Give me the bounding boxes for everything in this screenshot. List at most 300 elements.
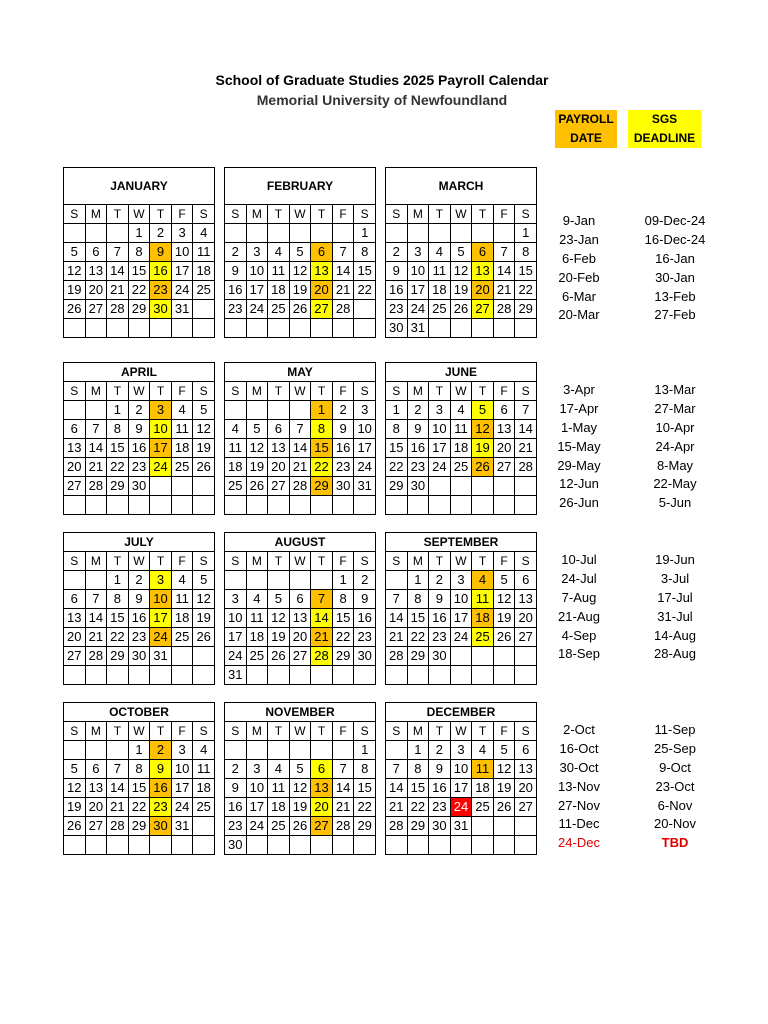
payroll-date: 11-Dec (558, 816, 600, 832)
day-cell: 16 (332, 439, 354, 458)
sgs-deadline: 5-Jun (658, 495, 692, 511)
day-cell: 28 (386, 817, 408, 836)
empty-cell (289, 496, 311, 515)
day-cell: 8 (354, 760, 376, 779)
day-cell: 8 (128, 760, 150, 779)
weekday-header: F (332, 382, 354, 401)
weekday-header: S (193, 205, 215, 224)
day-cell: 2 (429, 571, 451, 590)
payroll-header-line2: DATE (570, 131, 602, 145)
day-cell: 29 (128, 817, 150, 836)
empty-cell (386, 741, 408, 760)
day-cell: 22 (386, 458, 408, 477)
empty-cell (268, 571, 290, 590)
month-name: JULY (64, 533, 215, 552)
day-cell: 22 (354, 281, 376, 300)
empty-cell (171, 666, 193, 685)
empty-cell (429, 319, 451, 338)
day-cell: 14 (515, 420, 537, 439)
day-cell: 8 (515, 243, 537, 262)
empty-cell (515, 647, 537, 666)
day-cell: 31 (407, 319, 429, 338)
day-cell: 25 (472, 798, 494, 817)
weekday-header: T (150, 205, 172, 224)
empty-cell (493, 836, 515, 855)
empty-cell (246, 224, 268, 243)
weekday-header: S (386, 205, 408, 224)
day-cell: 21 (493, 281, 515, 300)
day-cell: 16 (386, 281, 408, 300)
empty-cell (450, 319, 472, 338)
month-june (385, 362, 537, 515)
day-cell: 6 (85, 760, 107, 779)
day-cell: 29 (107, 647, 129, 666)
sgs-deadline: 16-Jan (655, 250, 695, 266)
empty-cell (64, 741, 86, 760)
day-cell: 14 (386, 609, 408, 628)
empty-cell (472, 647, 494, 666)
empty-cell (150, 496, 172, 515)
empty-cell (429, 477, 451, 496)
day-cell: 8 (107, 420, 129, 439)
weekday-header: F (493, 205, 515, 224)
day-cell: 15 (386, 439, 408, 458)
day-cell: 1 (354, 224, 376, 243)
month-august (224, 532, 376, 685)
payroll-date: 27-Nov (558, 797, 600, 813)
schedule-group (548, 551, 718, 664)
day-cell: 22 (332, 628, 354, 647)
empty-cell (515, 477, 537, 496)
day-cell: 15 (354, 779, 376, 798)
schedule-row (548, 250, 718, 269)
day-cell: 3 (354, 401, 376, 420)
day-cell: 20 (515, 609, 537, 628)
day-cell: 11 (193, 243, 215, 262)
weekday-header: S (386, 382, 408, 401)
sgs-deadline: 23-Oct (655, 778, 695, 794)
empty-cell (472, 836, 494, 855)
weekday-header: T (268, 205, 290, 224)
day-cell: 4 (472, 571, 494, 590)
day-cell: 29 (107, 477, 129, 496)
sgs-deadline: 24-Apr (655, 438, 695, 454)
schedule-row (548, 778, 718, 797)
month-july (63, 532, 215, 685)
day-cell: 5 (193, 571, 215, 590)
weekday-header: S (354, 382, 376, 401)
day-cell: 28 (289, 477, 311, 496)
month-name: JUNE (386, 363, 537, 382)
weekday-header: S (515, 205, 537, 224)
day-cell: 19 (289, 281, 311, 300)
day-cell: 13 (515, 590, 537, 609)
empty-cell (429, 224, 451, 243)
weekday-header: S (386, 722, 408, 741)
weekday-header: T (268, 552, 290, 571)
sgs-header-line2: DEADLINE (633, 131, 696, 145)
weekday-header: T (150, 382, 172, 401)
day-cell: 13 (311, 779, 333, 798)
day-cell: 6 (493, 401, 515, 420)
day-cell: 16 (150, 779, 172, 798)
day-cell: 23 (429, 798, 451, 817)
day-cell: 9 (128, 590, 150, 609)
day-cell: 11 (472, 760, 494, 779)
day-cell: 27 (289, 647, 311, 666)
schedule-row (548, 627, 718, 646)
empty-cell (193, 319, 215, 338)
schedule-row (548, 419, 718, 438)
empty-cell (246, 401, 268, 420)
schedule-row (548, 288, 718, 307)
empty-cell (246, 741, 268, 760)
payroll-date: 3-Apr (563, 382, 595, 397)
day-cell: 15 (311, 439, 333, 458)
sgs-deadline: 27-Feb (654, 307, 696, 323)
empty-cell (225, 401, 247, 420)
day-cell: 7 (107, 243, 129, 262)
day-cell: 31 (225, 666, 247, 685)
day-cell: 18 (268, 281, 290, 300)
day-cell: 18 (246, 628, 268, 647)
empty-cell (171, 647, 193, 666)
empty-cell (268, 401, 290, 420)
empty-cell (472, 477, 494, 496)
empty-cell (386, 571, 408, 590)
day-cell: 31 (171, 300, 193, 319)
day-cell: 9 (429, 760, 451, 779)
day-cell: 29 (128, 300, 150, 319)
day-cell: 25 (268, 300, 290, 319)
month-name: APRIL (64, 363, 215, 382)
day-cell: 23 (225, 300, 247, 319)
empty-cell (85, 571, 107, 590)
day-cell: 7 (386, 590, 408, 609)
day-cell: 10 (171, 760, 193, 779)
day-cell: 24 (171, 281, 193, 300)
day-cell: 17 (450, 779, 472, 798)
sgs-deadline: 19-Jun (655, 552, 695, 567)
day-cell: 11 (225, 439, 247, 458)
day-cell: 4 (171, 401, 193, 420)
empty-cell (311, 571, 333, 590)
day-cell: 12 (289, 779, 311, 798)
day-cell: 1 (311, 401, 333, 420)
day-cell: 25 (246, 647, 268, 666)
empty-cell (128, 836, 150, 855)
day-cell: 3 (150, 401, 172, 420)
empty-cell (515, 496, 537, 515)
empty-cell (246, 836, 268, 855)
day-cell: 9 (150, 243, 172, 262)
empty-cell (193, 477, 215, 496)
day-cell: 13 (64, 439, 86, 458)
empty-cell (407, 836, 429, 855)
day-cell: 1 (515, 224, 537, 243)
weekday-header: F (332, 205, 354, 224)
day-cell: 21 (311, 628, 333, 647)
day-cell: 23 (407, 458, 429, 477)
month-name: DECEMBER (386, 703, 537, 722)
day-cell: 17 (246, 281, 268, 300)
day-cell: 15 (354, 262, 376, 281)
day-cell: 4 (193, 741, 215, 760)
empty-cell (289, 836, 311, 855)
sgs-deadline: 9-Oct (659, 759, 691, 775)
day-cell: 5 (289, 760, 311, 779)
empty-cell (85, 496, 107, 515)
weekday-header: T (472, 552, 494, 571)
day-cell: 1 (386, 401, 408, 420)
schedule-row (548, 306, 718, 325)
day-cell: 4 (268, 243, 290, 262)
day-cell: 25 (268, 817, 290, 836)
empty-cell (407, 496, 429, 515)
day-cell: 21 (107, 281, 129, 300)
empty-cell (311, 224, 333, 243)
empty-cell (311, 496, 333, 515)
day-cell: 28 (107, 817, 129, 836)
empty-cell (150, 477, 172, 496)
day-cell: 18 (193, 779, 215, 798)
day-cell: 15 (332, 609, 354, 628)
day-cell: 29 (407, 647, 429, 666)
day-cell: 1 (407, 741, 429, 760)
empty-cell (193, 647, 215, 666)
day-cell: 24 (354, 458, 376, 477)
day-cell: 17 (150, 439, 172, 458)
day-cell: 15 (515, 262, 537, 281)
day-cell: 19 (268, 628, 290, 647)
empty-cell (515, 836, 537, 855)
weekday-header: M (246, 722, 268, 741)
day-cell: 11 (268, 779, 290, 798)
empty-cell (246, 571, 268, 590)
day-cell: 3 (450, 571, 472, 590)
day-cell: 19 (64, 798, 86, 817)
day-cell: 4 (171, 571, 193, 590)
day-cell: 30 (150, 817, 172, 836)
payroll-date: 24-Jul (561, 570, 597, 586)
day-cell: 24 (246, 300, 268, 319)
empty-cell (332, 666, 354, 685)
sgs-deadline: 09-Dec-24 (644, 213, 706, 228)
empty-cell (107, 836, 129, 855)
day-cell: 30 (429, 817, 451, 836)
schedule-row (548, 551, 718, 570)
day-cell: 22 (407, 628, 429, 647)
day-cell: 21 (386, 628, 408, 647)
day-cell: 9 (386, 262, 408, 281)
day-cell: 12 (493, 760, 515, 779)
day-cell: 26 (493, 628, 515, 647)
day-cell: 9 (150, 760, 172, 779)
empty-cell (64, 401, 86, 420)
day-cell: 16 (407, 439, 429, 458)
day-cell: 2 (128, 401, 150, 420)
empty-cell (289, 571, 311, 590)
empty-cell (193, 836, 215, 855)
day-cell: 11 (171, 420, 193, 439)
empty-cell (493, 817, 515, 836)
day-cell: 6 (311, 243, 333, 262)
day-cell: 21 (332, 798, 354, 817)
day-cell: 20 (311, 281, 333, 300)
sgs-deadline: 11-Sep (654, 722, 696, 737)
payroll-date: 21-Aug (558, 608, 600, 624)
day-cell: 24 (150, 628, 172, 647)
day-cell: 6 (85, 243, 107, 262)
day-cell: 19 (472, 439, 494, 458)
day-cell: 2 (225, 760, 247, 779)
day-cell: 17 (246, 798, 268, 817)
empty-cell (150, 836, 172, 855)
day-cell: 16 (128, 439, 150, 458)
weekday-header: W (450, 552, 472, 571)
day-cell: 10 (407, 262, 429, 281)
weekday-header: T (311, 552, 333, 571)
day-cell: 30 (128, 477, 150, 496)
empty-cell (354, 496, 376, 515)
day-cell: 12 (64, 262, 86, 281)
sgs-deadline: 31-Jul (657, 608, 693, 624)
day-cell: 21 (85, 458, 107, 477)
day-cell: 24 (429, 458, 451, 477)
day-cell: 28 (311, 647, 333, 666)
day-cell: 7 (332, 760, 354, 779)
empty-cell (386, 496, 408, 515)
day-cell: 10 (246, 779, 268, 798)
day-cell: 8 (332, 590, 354, 609)
day-cell: 15 (407, 609, 429, 628)
empty-cell (246, 666, 268, 685)
weekday-header: M (407, 722, 429, 741)
empty-cell (472, 817, 494, 836)
day-cell: 14 (332, 262, 354, 281)
empty-cell (515, 817, 537, 836)
weekday-header: F (493, 722, 515, 741)
day-cell: 27 (311, 817, 333, 836)
schedule-row (548, 381, 718, 400)
empty-cell (128, 496, 150, 515)
day-cell: 20 (472, 281, 494, 300)
day-cell: 3 (246, 243, 268, 262)
empty-cell (171, 477, 193, 496)
empty-cell (268, 836, 290, 855)
day-cell: 26 (64, 817, 86, 836)
day-cell: 19 (193, 609, 215, 628)
weekday-header: W (450, 722, 472, 741)
sgs-deadline: 30-Jan (655, 269, 695, 285)
day-cell: 5 (193, 401, 215, 420)
empty-cell (225, 571, 247, 590)
empty-cell (311, 836, 333, 855)
empty-cell (332, 741, 354, 760)
day-cell: 30 (429, 647, 451, 666)
day-cell: 10 (225, 609, 247, 628)
empty-cell (450, 836, 472, 855)
day-cell: 5 (450, 243, 472, 262)
sgs-deadline: 13-Mar (654, 382, 696, 397)
empty-cell (354, 319, 376, 338)
day-cell: 11 (450, 420, 472, 439)
weekday-header: T (268, 722, 290, 741)
day-cell: 27 (85, 817, 107, 836)
day-cell: 29 (332, 647, 354, 666)
day-cell: 19 (64, 281, 86, 300)
day-cell: 28 (85, 647, 107, 666)
day-cell: 5 (246, 420, 268, 439)
empty-cell (493, 477, 515, 496)
weekday-header: S (64, 382, 86, 401)
day-cell: 14 (332, 779, 354, 798)
empty-cell (289, 319, 311, 338)
day-cell: 15 (107, 439, 129, 458)
day-cell: 26 (472, 458, 494, 477)
month-name: SEPTEMBER (386, 533, 537, 552)
day-cell: 27 (515, 628, 537, 647)
day-cell: 21 (332, 281, 354, 300)
empty-cell (289, 224, 311, 243)
day-cell: 28 (332, 817, 354, 836)
schedule-row (548, 438, 718, 457)
schedule-row (548, 212, 718, 231)
payroll-date: 6-Mar (562, 288, 596, 304)
day-cell: 28 (386, 647, 408, 666)
month-name: JANUARY (64, 168, 215, 205)
month-october (63, 702, 215, 855)
weekday-header: W (289, 552, 311, 571)
month-january (63, 167, 215, 338)
empty-cell (268, 224, 290, 243)
weekday-header: F (493, 382, 515, 401)
empty-cell (64, 496, 86, 515)
weekday-header: T (472, 722, 494, 741)
empty-cell (85, 836, 107, 855)
day-cell: 24 (171, 798, 193, 817)
empty-cell (386, 224, 408, 243)
weekday-header: T (429, 552, 451, 571)
day-cell: 27 (515, 798, 537, 817)
day-cell: 5 (64, 760, 86, 779)
sgs-deadline: 10-Apr (655, 419, 695, 435)
day-cell: 16 (225, 281, 247, 300)
day-cell: 15 (128, 262, 150, 281)
day-cell: 22 (107, 458, 129, 477)
day-cell: 10 (171, 243, 193, 262)
sgs-deadline: 13-Feb (654, 288, 696, 304)
day-cell: 24 (450, 798, 472, 817)
weekday-header: W (128, 722, 150, 741)
weekday-header: F (332, 722, 354, 741)
month-september (385, 532, 537, 685)
day-cell: 5 (493, 571, 515, 590)
empty-cell (85, 401, 107, 420)
day-cell: 23 (150, 798, 172, 817)
payroll-date: 4-Sep (561, 627, 597, 643)
day-cell: 26 (193, 628, 215, 647)
day-cell: 6 (64, 420, 86, 439)
day-cell: 8 (128, 243, 150, 262)
empty-cell (493, 647, 515, 666)
day-cell: 3 (225, 590, 247, 609)
day-cell: 26 (268, 647, 290, 666)
empty-cell (429, 836, 451, 855)
day-cell: 4 (193, 224, 215, 243)
day-cell: 10 (450, 760, 472, 779)
sgs-deadline: 14-Aug (654, 627, 696, 643)
